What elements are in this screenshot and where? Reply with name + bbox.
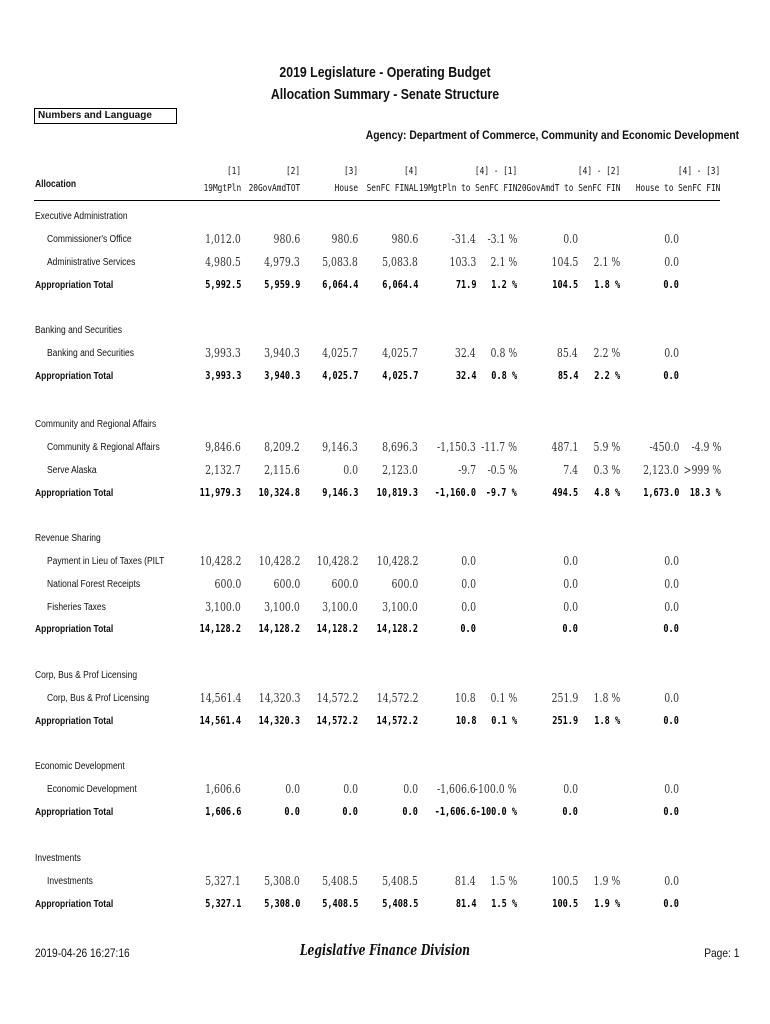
value-cell: 5,308.0	[264, 874, 300, 888]
total-cell: 1.5 %	[491, 896, 517, 910]
total-cell: 5,408.5	[381, 896, 418, 910]
value-cell: 2,115.6	[264, 462, 300, 477]
value-cell: 1.5 %	[490, 874, 517, 888]
value-cell: 487.1	[551, 440, 578, 454]
total-cell: 0.0	[402, 804, 418, 818]
value-cell: 0.0	[343, 462, 358, 477]
allocation-row-label: Serve Alaska	[47, 464, 97, 476]
column-header-index: [4] - [1]	[474, 166, 517, 177]
value-cell: 600.0	[273, 576, 300, 591]
total-cell: 251.9	[552, 713, 578, 727]
total-cell: 1.9 %	[594, 896, 620, 910]
section-heading: Economic Development	[35, 761, 125, 772]
total-cell: -1,160.0	[434, 485, 476, 499]
appropriation-total-label: Appropriation Total	[35, 806, 114, 818]
numbers-and-language-box: Numbers and Language	[34, 108, 177, 124]
value-cell: 3,100.0	[322, 599, 358, 614]
value-cell: 10.8	[455, 691, 476, 705]
total-cell: 0.0	[663, 804, 679, 818]
total-cell: 5,408.5	[321, 896, 358, 910]
value-cell: 5.9 %	[593, 440, 620, 454]
column-header-index: [4] - [2]	[577, 166, 620, 177]
total-cell: 5,959.9	[263, 277, 300, 291]
value-cell: 7.4	[563, 462, 578, 477]
total-cell: 0.8 %	[491, 368, 517, 382]
column-header-label: 19MgtPln to SenFC FIN	[418, 183, 517, 194]
value-cell: 85.4	[557, 346, 578, 360]
header-rule	[34, 200, 720, 201]
value-cell: 0.3 %	[593, 462, 620, 477]
value-cell: 0.0	[664, 576, 679, 591]
total-cell: 10,324.8	[258, 485, 300, 499]
appropriation-total-label: Appropriation Total	[35, 487, 114, 499]
total-cell: 11,979.3	[199, 485, 241, 499]
value-cell: 3,993.3	[205, 346, 241, 360]
allocation-column-header: Allocation	[35, 179, 77, 190]
column-header-label: 20GovAmdT to SenFC FIN	[516, 183, 620, 194]
value-cell: 0.1 %	[490, 691, 517, 705]
value-cell: 5,083.8	[382, 254, 418, 269]
value-cell: 3,100.0	[264, 599, 300, 614]
value-cell: 14,561.4	[199, 691, 241, 705]
value-cell: 0.0	[563, 232, 578, 246]
total-cell: 4.8 %	[594, 485, 620, 499]
total-cell: -9.7 %	[485, 485, 517, 499]
value-cell: 5,083.8	[322, 254, 358, 269]
total-cell: 0.0	[562, 804, 578, 818]
total-cell: 81.4	[455, 896, 476, 910]
report-title: 2019 Legislature - Operating Budget	[279, 64, 491, 81]
value-cell: -1,606.6	[437, 782, 476, 796]
value-cell: 0.0	[403, 782, 418, 796]
total-cell: 32.4	[455, 368, 476, 382]
total-cell: 6,064.4	[381, 277, 418, 291]
value-cell: 104.5	[551, 254, 578, 269]
total-cell: 14,561.4	[199, 713, 241, 727]
report-subtitle: Allocation Summary - Senate Structure	[270, 86, 500, 103]
section-heading: Banking and Securities	[35, 325, 122, 336]
total-cell: 14,128.2	[376, 622, 418, 636]
appropriation-total-label: Appropriation Total	[35, 370, 114, 382]
value-cell: 81.4	[455, 874, 476, 888]
footer-page-number: Page: 1	[703, 946, 739, 960]
total-cell: 5,327.1	[204, 896, 241, 910]
total-cell: 0.1 %	[491, 713, 517, 727]
total-cell: 5,308.0	[263, 896, 300, 910]
value-cell: 2,132.7	[205, 462, 241, 477]
value-cell: 4,025.7	[382, 346, 418, 360]
total-cell: 71.9	[455, 277, 476, 291]
total-cell: 14,128.2	[258, 622, 300, 636]
value-cell: 2,123.0	[643, 462, 679, 477]
value-cell: 3,940.3	[264, 346, 300, 360]
total-cell: 10.8	[455, 713, 476, 727]
total-cell: 5,992.5	[204, 277, 241, 291]
column-header-label: House to SenFC FIN	[635, 183, 720, 194]
allocation-row-label: Administrative Services	[47, 256, 136, 268]
total-cell: 6,064.4	[321, 277, 358, 291]
value-cell: 980.6	[391, 232, 418, 246]
value-cell: 10,428.2	[199, 554, 241, 568]
section-heading: Revenue Sharing	[35, 533, 101, 544]
agency-label: Agency: Department of Commerce, Community and Economic Development	[365, 128, 739, 142]
column-header-index: [4]	[403, 166, 418, 177]
section-heading: Investments	[35, 853, 81, 864]
value-cell: 14,572.2	[316, 691, 358, 705]
value-cell: 5,327.1	[205, 874, 241, 888]
value-cell: 0.0	[461, 554, 476, 568]
column-header-label: SenFC FINAL	[366, 183, 418, 194]
value-cell: 600.0	[331, 576, 358, 591]
total-cell: 14,320.3	[258, 713, 300, 727]
value-cell: -0.5 %	[487, 462, 517, 477]
value-cell: -9.7	[457, 462, 476, 477]
value-cell: 2,123.0	[382, 462, 418, 477]
value-cell: -11.7 %	[481, 440, 517, 454]
total-cell: 4,025.7	[381, 368, 418, 382]
value-cell: 103.3	[449, 254, 476, 269]
column-header-index: [2]	[285, 166, 300, 177]
column-header-label: 19MgtPln	[203, 183, 241, 194]
value-cell: 10,428.2	[258, 554, 300, 568]
section-heading: Executive Administration	[35, 211, 128, 222]
allocation-row-label: Payment in Lieu of Taxes (PILT	[47, 556, 165, 567]
allocation-row-label: National Forest Receipts	[47, 578, 141, 590]
appropriation-total-label: Appropriation Total	[35, 624, 114, 636]
value-cell: 0.0	[563, 554, 578, 568]
value-cell: 14,320.3	[258, 691, 300, 705]
appropriation-total-label: Appropriation Total	[35, 715, 114, 727]
total-cell: 0.0	[342, 804, 358, 818]
footer-division: Legislative Finance Division	[299, 941, 471, 959]
total-cell: 14,572.2	[316, 713, 358, 727]
value-cell: 1,012.0	[205, 232, 241, 246]
value-cell: 4,979.3	[264, 254, 300, 269]
value-cell: 32.4	[455, 346, 476, 360]
appropriation-total-label: Appropriation Total	[35, 279, 114, 291]
value-cell: 0.0	[664, 346, 679, 360]
value-cell: -1,150.3	[437, 440, 476, 454]
total-cell: 0.0	[663, 622, 679, 636]
total-cell: 0.0	[460, 622, 476, 636]
value-cell: 8,696.3	[382, 440, 418, 454]
value-cell: 0.0	[563, 599, 578, 614]
total-cell: 494.5	[552, 485, 578, 499]
total-cell: 1.2 %	[491, 277, 517, 291]
value-cell: 5,408.5	[382, 874, 418, 888]
value-cell: 0.0	[664, 232, 679, 246]
section-heading: Community and Regional Affairs	[35, 419, 157, 430]
value-cell: 0.0	[664, 691, 679, 705]
value-cell: 980.6	[273, 232, 300, 246]
value-cell: 0.0	[461, 599, 476, 614]
total-cell: 4,025.7	[321, 368, 358, 382]
total-cell: 0.0	[562, 622, 578, 636]
value-cell: 0.0	[664, 254, 679, 269]
total-cell: 1.8 %	[594, 713, 620, 727]
total-cell: 14,572.2	[376, 713, 418, 727]
allocation-row-label: Investments	[47, 876, 93, 887]
total-cell: 0.0	[663, 896, 679, 910]
value-cell: 2.1 %	[490, 254, 517, 269]
total-cell: 0.0	[284, 804, 300, 818]
total-cell: 104.5	[552, 277, 578, 291]
value-cell: 2.2 %	[593, 346, 620, 360]
value-cell: 251.9	[551, 691, 578, 705]
value-cell: 8,209.2	[264, 440, 300, 454]
total-cell: -1,606.6	[434, 804, 476, 818]
total-cell: -100.0 %	[475, 804, 517, 818]
value-cell: 0.0	[664, 782, 679, 796]
allocation-row-label: Banking and Securities	[47, 348, 134, 359]
column-header-index: [3]	[343, 166, 358, 177]
value-cell: 0.0	[563, 576, 578, 591]
value-cell: 4,980.5	[205, 254, 241, 269]
total-cell: 1,606.6	[204, 804, 241, 818]
total-cell: 0.0	[663, 713, 679, 727]
total-cell: 100.5	[552, 896, 578, 910]
total-cell: 85.4	[557, 368, 578, 382]
value-cell: -450.0	[649, 440, 679, 454]
total-cell: 1,673.0	[642, 485, 679, 499]
value-cell: 0.8 %	[490, 346, 517, 360]
total-cell: 1.8 %	[594, 277, 620, 291]
total-cell: 14,128.2	[199, 622, 241, 636]
column-header-index: [4] - [3]	[677, 166, 720, 177]
value-cell: 0.0	[664, 554, 679, 568]
total-cell: 3,993.3	[204, 368, 241, 382]
column-header-label: 20GovAmdTOT	[248, 183, 300, 194]
allocation-row-label: Commissioner's Office	[47, 234, 132, 245]
value-cell: -100.0 %	[475, 782, 517, 796]
total-cell: 18.3 %	[689, 485, 721, 499]
total-cell: 9,146.3	[321, 485, 358, 499]
value-cell: 0.0	[664, 874, 679, 888]
allocation-row-label: Fisheries Taxes	[47, 601, 106, 613]
value-cell: >999 %	[683, 462, 721, 477]
value-cell: 0.0	[285, 782, 300, 796]
value-cell: 1.9 %	[593, 874, 620, 888]
value-cell: 0.0	[664, 599, 679, 614]
value-cell: 9,846.6	[205, 440, 241, 454]
value-cell: 0.0	[563, 782, 578, 796]
value-cell: 5,408.5	[322, 874, 358, 888]
column-header-index: [1]	[226, 166, 241, 177]
value-cell: 980.6	[331, 232, 358, 246]
total-cell: 0.0	[663, 368, 679, 382]
value-cell: 3,100.0	[382, 599, 418, 614]
total-cell: 10,819.3	[376, 485, 418, 499]
value-cell: 0.0	[461, 576, 476, 591]
value-cell: 10,428.2	[376, 554, 418, 568]
column-header-label: House	[334, 183, 358, 194]
total-cell: 2.2 %	[594, 368, 620, 382]
value-cell: 2.1 %	[593, 254, 620, 269]
value-cell: -31.4	[451, 232, 476, 246]
footer-timestamp: 2019-04-26 16:27:16	[35, 946, 130, 960]
value-cell: 10,428.2	[316, 554, 358, 568]
value-cell: -4.9 %	[691, 440, 721, 454]
value-cell: 600.0	[391, 576, 418, 591]
value-cell: 1.8 %	[593, 691, 620, 705]
value-cell: 1,606.6	[205, 782, 241, 796]
value-cell: 600.0	[214, 576, 241, 591]
total-cell: 0.0	[663, 277, 679, 291]
allocation-row-label: Corp, Bus & Prof Licensing	[47, 693, 150, 704]
allocation-row-label: Community & Regional Affairs	[47, 442, 160, 453]
value-cell: 0.0	[343, 782, 358, 796]
total-cell: 3,940.3	[263, 368, 300, 382]
value-cell: 9,146.3	[322, 440, 358, 454]
value-cell: 4,025.7	[322, 346, 358, 360]
appropriation-total-label: Appropriation Total	[35, 898, 114, 910]
section-heading: Corp, Bus & Prof Licensing	[35, 670, 138, 681]
value-cell: -3.1 %	[487, 232, 517, 246]
allocation-row-label: Economic Development	[47, 784, 137, 795]
value-cell: 3,100.0	[205, 599, 241, 614]
value-cell: 14,572.2	[376, 691, 418, 705]
value-cell: 100.5	[551, 874, 578, 888]
total-cell: 14,128.2	[316, 622, 358, 636]
